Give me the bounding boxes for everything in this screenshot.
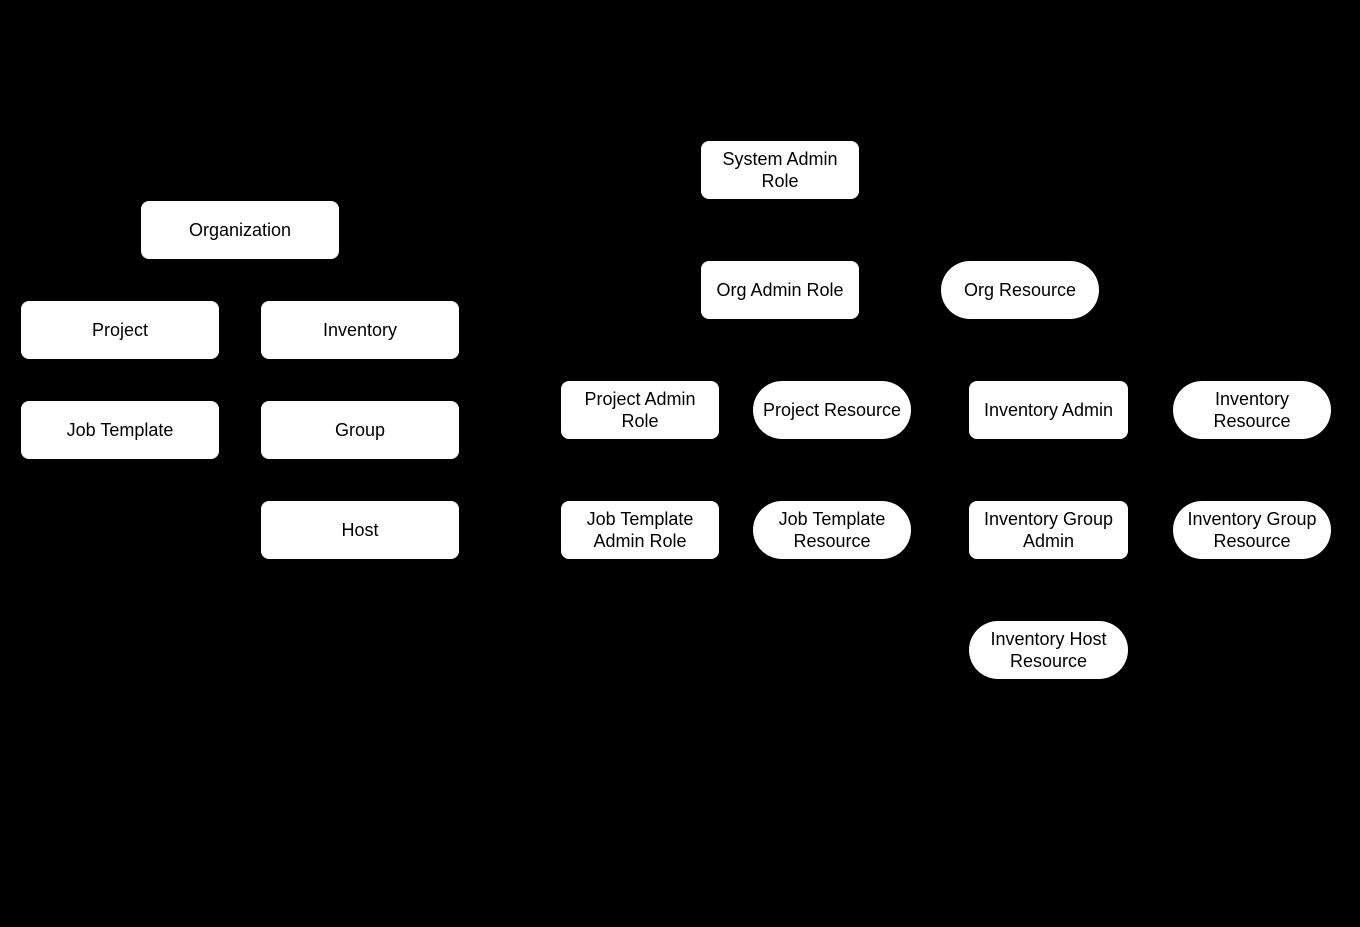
node-group: [261, 401, 459, 459]
node-label-line: Inventory Host: [990, 629, 1107, 649]
node-label-line: Resource: [793, 531, 871, 551]
node-org-admin-role: [701, 261, 859, 319]
node-system-admin-role: [701, 141, 859, 199]
node-label-line: Inventory: [1214, 389, 1290, 409]
node-label-line: Project Admin: [584, 389, 696, 409]
node-label-line: Job Template: [586, 509, 694, 529]
node-inventory: [261, 301, 459, 359]
node-label-line: Organization: [188, 220, 292, 240]
node-job-template: [21, 401, 219, 459]
node-organization: [141, 201, 339, 259]
node-job-template-resource: [753, 501, 911, 559]
node-label-line: Admin Role: [593, 531, 687, 551]
node-inventory-resource: [1173, 381, 1331, 439]
node-inventory-group-resource: [1173, 501, 1331, 559]
node-project-admin-role: [561, 381, 719, 439]
node-label-line: Inventory: [322, 320, 398, 340]
node-project: [21, 301, 219, 359]
node-label-line: Project: [91, 320, 149, 340]
node-label-line: Inventory Admin: [983, 400, 1114, 420]
node-project-resource: [753, 381, 911, 439]
node-label-line: Project Resource: [762, 400, 902, 420]
node-label-line: Resource: [1213, 411, 1291, 431]
node-label-line: Host: [341, 520, 379, 540]
node-org-resource: [941, 261, 1099, 319]
node-label-line: Role: [761, 171, 799, 191]
node-label-line: Admin: [1022, 531, 1075, 551]
node-inventory-group-admin: [969, 501, 1128, 559]
node-label-line: Group: [334, 420, 386, 440]
node-label-line: Resource: [1213, 531, 1291, 551]
node-inventory-host-resource: [969, 621, 1128, 679]
node-label-line: Role: [621, 411, 659, 431]
node-label-line: Org Admin Role: [716, 280, 844, 300]
node-label-line: Job Template: [778, 509, 886, 529]
node-host: [261, 501, 459, 559]
node-label-line: Org Resource: [963, 280, 1077, 300]
node-job-template-admin-role: [561, 501, 719, 559]
node-label-line: Inventory Group: [1187, 509, 1317, 529]
node-label-line: Resource: [1009, 651, 1088, 671]
node-label-line: System Admin: [722, 149, 838, 169]
node-label-line: Job Template: [66, 420, 174, 440]
node-label-line: Inventory Group: [983, 509, 1114, 529]
node-inventory-admin: [969, 381, 1128, 439]
